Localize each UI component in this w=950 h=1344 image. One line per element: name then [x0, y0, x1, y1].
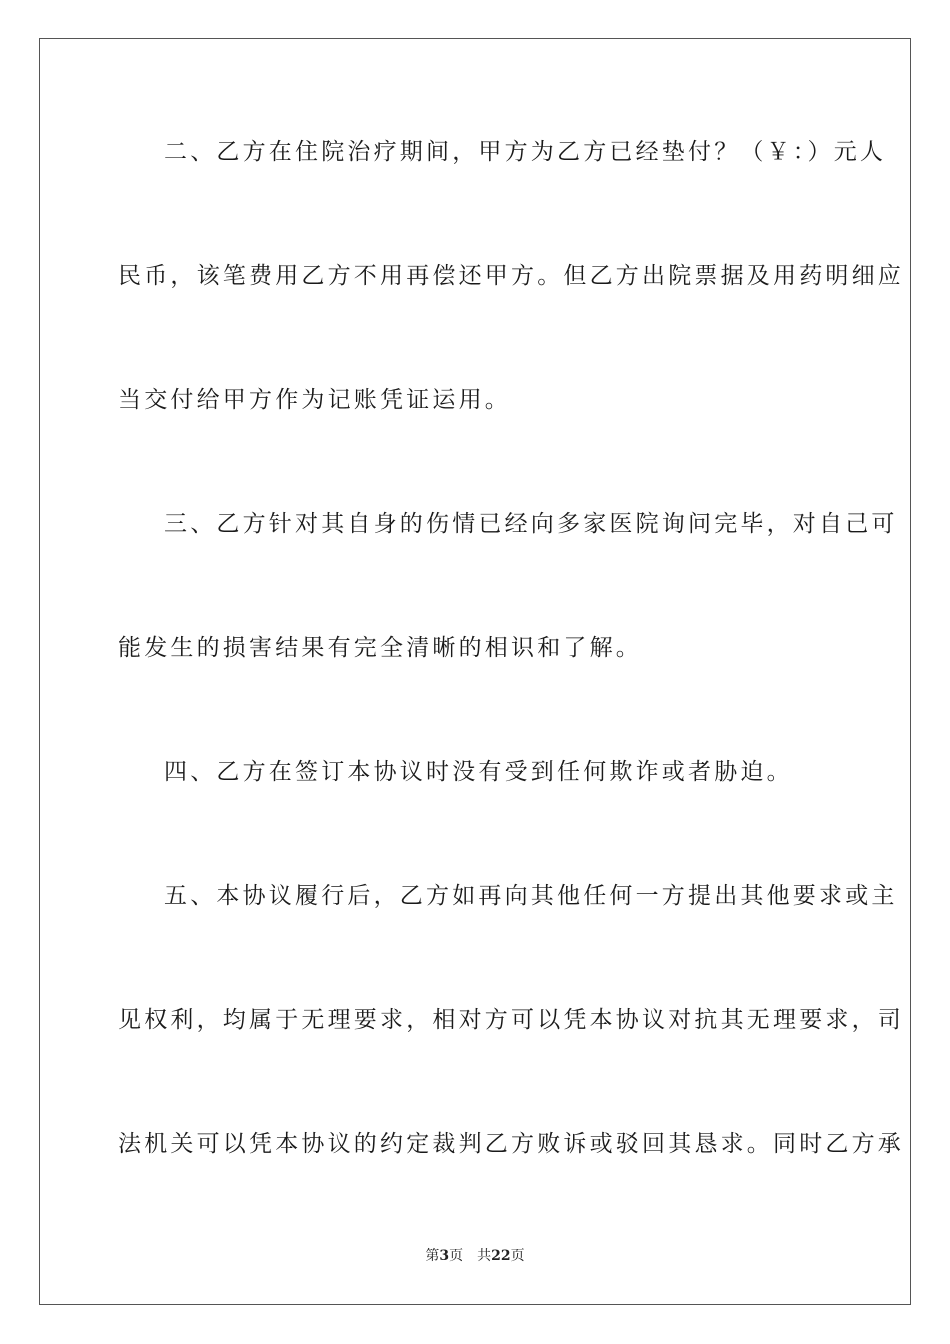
paragraph-2-line-2: 民币，该笔费用乙方不用再偿还甲方。但乙方出院票据及用药明细应 [118, 263, 904, 289]
paragraph-3-line-1: 三、乙方针对其自身的伤情已经向多家医院询问完毕，对自己可 [164, 511, 898, 537]
total-pages: 22 [491, 1248, 511, 1264]
paragraph-5-line-2: 见权利，均属于无理要求，相对方可以凭本协议对抗其无理要求，司 [118, 1007, 904, 1033]
paragraph-2-line-3: 当交付给甲方作为记账凭证运用。 [118, 387, 511, 413]
page-footer [0, 1247, 950, 1265]
paragraph-5-line-3: 法机关可以凭本协议的约定裁判乙方败诉或驳回其恳求。同时乙方承 [118, 1131, 904, 1157]
paragraph-5-line-1: 五、本协议履行后，乙方如再向其他任何一方提出其他要求或主 [164, 883, 898, 909]
page-number: 3 [439, 1248, 450, 1264]
paragraph-2-line-1: 二、乙方在住院治疗期间，甲方为乙方已经垫付？（￥：）元人 [164, 139, 887, 165]
paragraph-4-line-1: 四、乙方在签订本协议时没有受到任何欺诈或者胁迫。 [164, 759, 793, 785]
page-frame [39, 38, 911, 1305]
paragraph-3-line-2: 能发生的损害结果有完全清晰的相识和了解。 [118, 635, 642, 661]
page-prefix: 第 [425, 1248, 440, 1264]
total-suffix: 页 [510, 1248, 525, 1264]
total-prefix: 共 [477, 1248, 492, 1264]
page-suffix: 页 [449, 1248, 464, 1264]
